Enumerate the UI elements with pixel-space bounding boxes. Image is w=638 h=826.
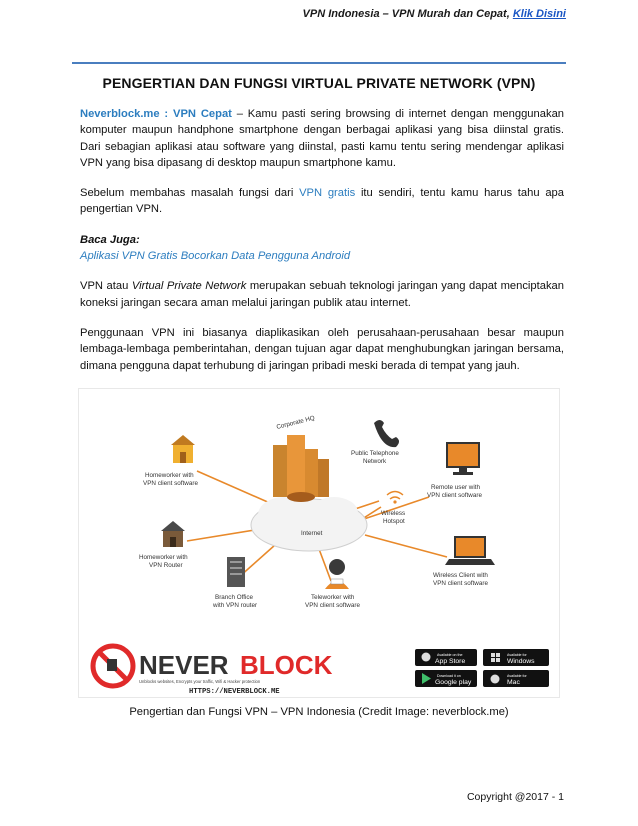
wireless-label-2: VPN client software [433,580,488,587]
router-label-1: Homeworker with [139,554,188,561]
p3-italic: Virtual Private Network [131,280,247,293]
header-text: VPN Indonesia – VPN Murah dan Cepat, [302,8,513,20]
laptop-icon [445,537,495,565]
p3-before: VPN atau [80,280,132,293]
house-router-icon [161,521,185,547]
svg-text:Available on the: Available on the [437,653,463,657]
phone-label-2: Network [363,458,387,465]
brand-tagline: Unblocks websites, Encrypts your traffic, Wifi & Hacker protection [139,679,261,684]
vpn-diagram-figure [78,388,560,698]
svg-text:Google play: Google play [435,679,472,686]
svg-text:App Store: App Store [435,658,466,665]
corporate-hq-icon [273,435,329,502]
neverblock-banner [93,646,549,696]
p3-after: merupakan sebuah teknologi jaringan yang dapat menciptakan koneksi jaringan secara aman melalui jaringan publik atau internet. [80,280,564,309]
paragraph-intro [80,106,564,171]
brand-link[interactable]: Neverblock.me : VPN Cepat [80,108,232,120]
svg-text:Available for: Available for [507,674,527,678]
internet-cloud-icon [251,497,367,551]
svg-text:Available for: Available for [507,653,527,657]
svg-text:Mac: Mac [507,679,520,686]
hotspot-label-1: Wireless [381,510,406,517]
wifi-icon [387,492,403,504]
p2-after: itu sendiri, tentu kamu harus tahu apa pengertian VPN. [80,187,564,216]
homeworker-label-2: VPN client software [143,480,198,487]
neverblock-logo-icon [93,646,133,686]
paragraph-before [80,185,564,218]
header-rule [72,62,566,64]
paragraph-definition [80,278,564,311]
monitor-icon [447,443,479,475]
header-link[interactable]: Klik Disini [512,8,566,20]
intro-text: – Kamu pasti sering browsing di internet dengan menggunakan komputer maupun handphone smartphone dengan berbagai aplikasi yang bisa diinstal gratis. Dari sebagian aplikasi atau software yang diinstal, pasti kamu tentu sering mendengar aplikasi VPN yang bisa dipasang di desktop maupun smartphone kamu. [80,108,565,169]
teleworker-label-1: Teleworker with [311,594,355,601]
telephone-icon [374,420,399,447]
hotspot-label-2: Hotspot [383,518,405,525]
router-label-2: VPN Router [149,562,183,569]
app-store-badge[interactable] [415,649,477,666]
internet-label: Internet [301,530,323,537]
svg-text:Download it on: Download it on [437,674,461,678]
article-body [80,106,564,388]
wireless-label-1: Wireless Client with [433,572,488,579]
windows-badge[interactable] [483,649,549,666]
homeworker-label-1: Homeworker with [145,472,194,479]
google-play-badge[interactable] [415,670,477,687]
baca-juga-link[interactable]: Aplikasi VPN Gratis Bocorkan Data Pengguna Android [80,250,351,263]
vpn-gratis-link[interactable]: VPN gratis [299,187,356,200]
branch-label-2: with VPN router [213,602,258,609]
brand-block: BLOCK [240,650,333,680]
vpn-diagram [79,389,561,699]
svg-text:Windows: Windows [507,658,535,665]
brand-never: NEVER [139,650,229,680]
remote-label-1: Remote user with [431,484,480,491]
remote-label-2: VPN client software [427,492,482,499]
baca-juga [80,232,564,265]
house-icon [171,435,195,463]
brand-url: HTTPS://NEVERBLOCK.ME [189,688,280,696]
p2-before: Sebelum membahas masalah fungsi dari [80,187,300,200]
baca-juga-title: Baca Juga: [80,233,140,246]
mac-badge[interactable] [483,670,549,687]
hq-label: Corporate HQ [275,414,316,431]
teleworker-label-2: VPN client software [305,602,360,609]
branch-label-1: Branch Office [215,594,254,601]
page-title: PENGERTIAN DAN FUNGSI VIRTUAL PRIVATE NETWORK (VPN) [102,75,536,91]
page-header [303,8,566,20]
figure-caption: Pengertian dan Fungsi VPN – VPN Indonesia (Credit Image: neverblock.me) [129,706,509,718]
page-footer: Copyright @2017 - 1 [466,791,564,803]
phone-label-1: Public Telephone [351,450,399,457]
paragraph-usage: Penggunaan VPN ini biasanya diaplikasikan oleh perusahaan-perusahaan besar maupun lembaga-lembaga pemberintahan, dengan tujuan agar dapat menghubungkan jaringan bersama, dimana pengguna dapat terhubung di jaringan pribadi meski berada di tempat yang jauh. [80,326,564,372]
branch-office-icon [227,557,245,587]
